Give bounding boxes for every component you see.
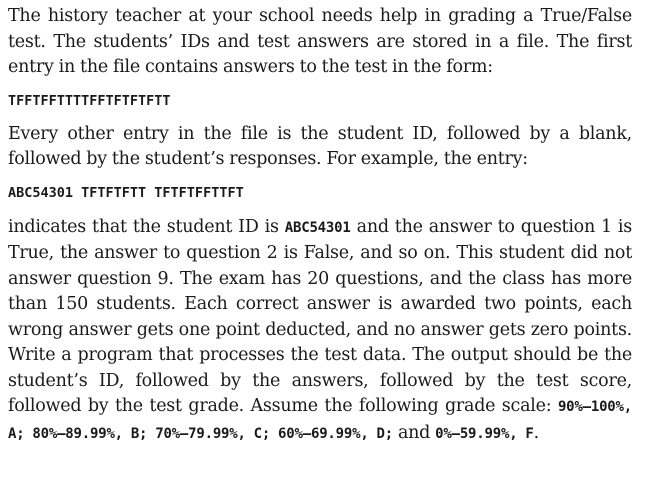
grade-scale-last-code: 0%–59.99%, F [435, 425, 534, 442]
example-entry-code: ABC54301 TFTFTFTT TFTFTFFTTFT [8, 184, 244, 201]
grade-scale-code: 90%–100%, A; 80%–89.99%, B; 70%–79.99%, C; 60%–69.99%, D; [8, 399, 632, 442]
explanation-text-3: and [392, 422, 436, 443]
intro-paragraph: The history teacher at your school needs help in grading a True/False test. The students’ IDs and test answers are stored in a file. The first entry in the file contains answers to the test in the form: [8, 6, 632, 77]
answer-key-code: TFFTFFTTTTFFTFTFTFTT [8, 92, 171, 109]
entry-description-paragraph: Every other entry in the file is the student ID, followed by a blank, followed by the student’s responses. For example, the entry: [8, 123, 632, 169]
explanation-text-2: and the answer to question 1 is True, the answer to question 2 is False, and so on. This student did not answer question 9. The exam has 20 questions, and the class has more than 150 students. Each correct answer is awarded two points, each wrong answer gets one point deducted, and no answer gets zero points. Write a program that processes the test data. The output should be the student’s ID, followed by the answers, followed by the test score, followed by the test grade. Assume the following grade scale: [8, 216, 632, 416]
explanation-paragraph [8, 215, 632, 448]
student-id-code: ABC54301 [284, 219, 351, 236]
explanation-text-1: indicates that the student ID is [8, 216, 285, 237]
explanation-text-4: . [533, 422, 539, 443]
exercise-text [8, 4, 632, 447]
